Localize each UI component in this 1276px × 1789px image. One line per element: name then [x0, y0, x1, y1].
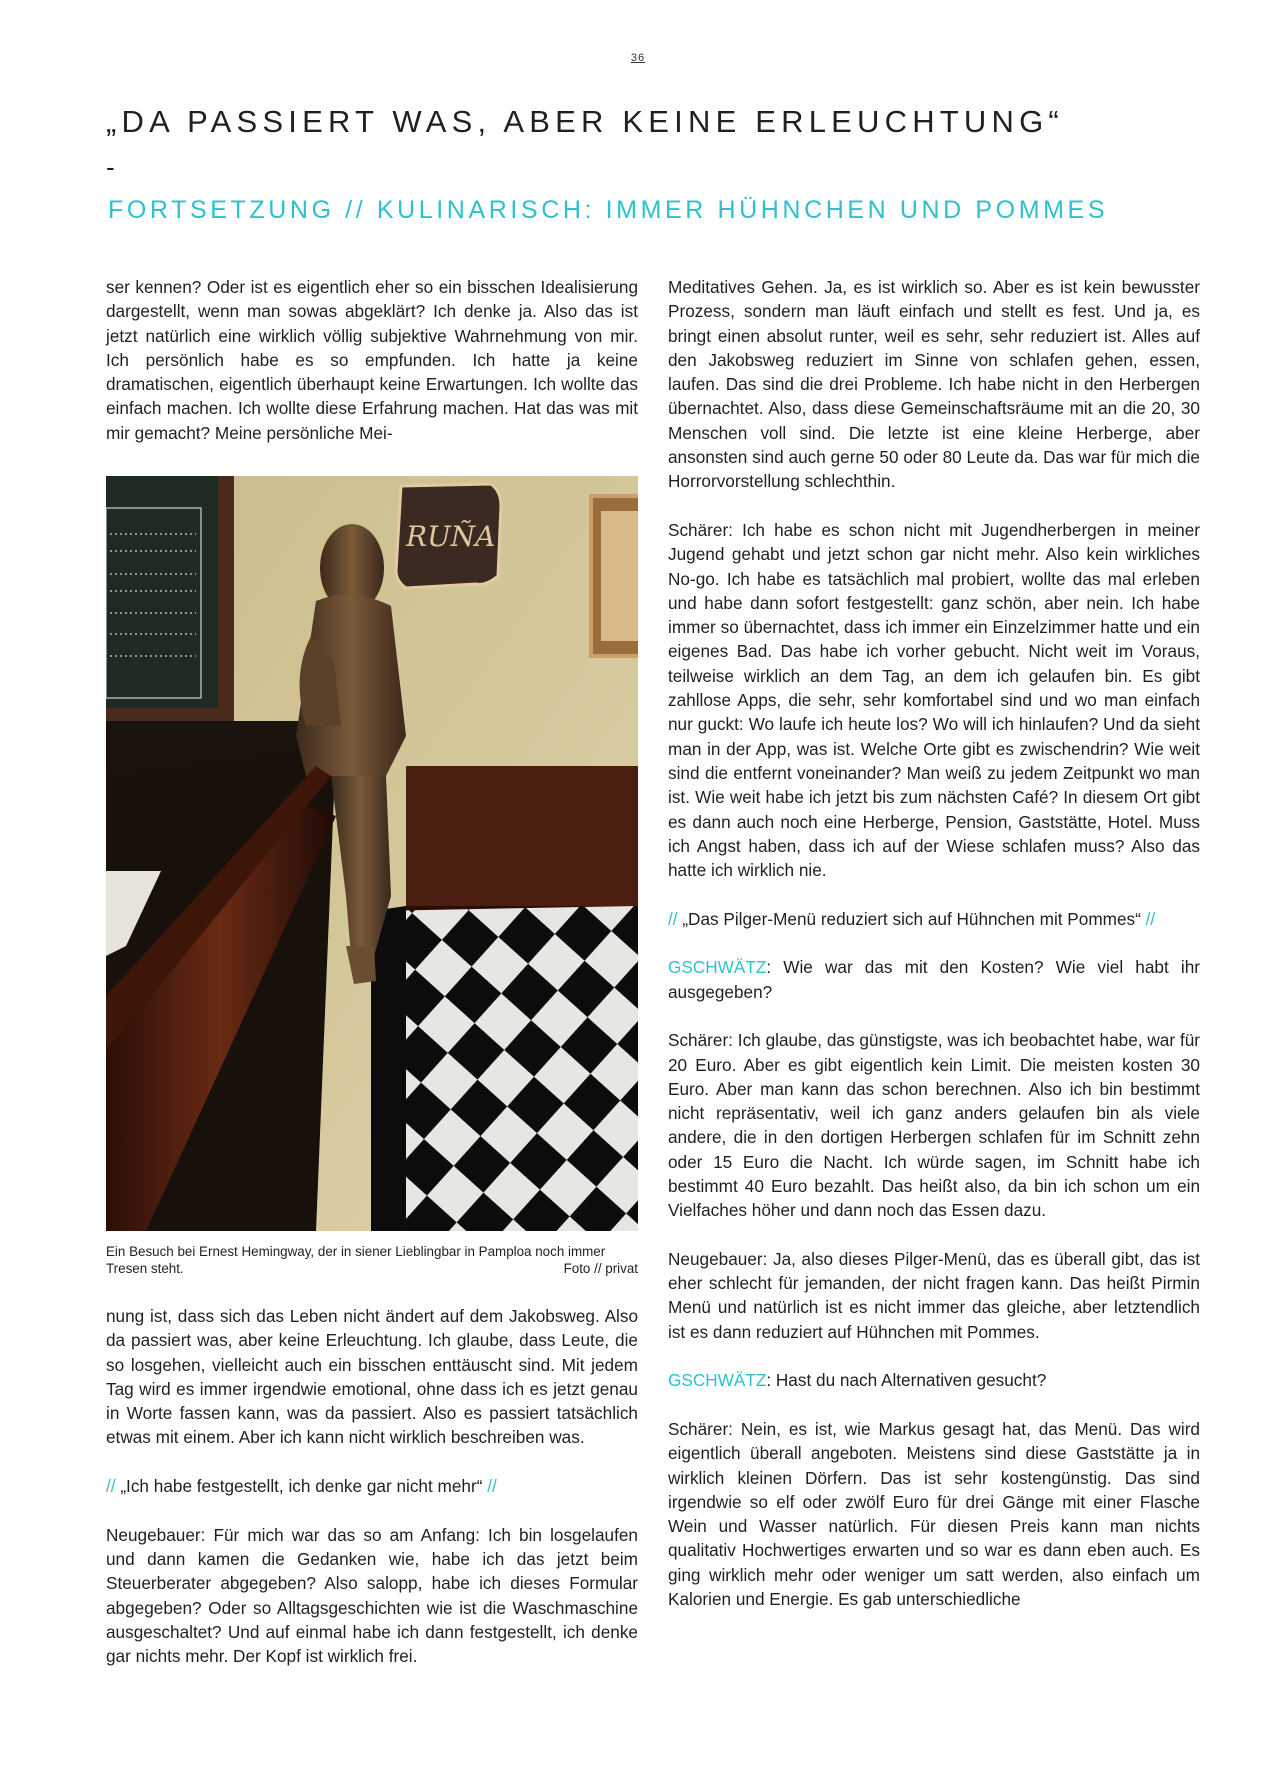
paragraph: ser kennen? Oder ist es eigentlich eher so ein bisschen Idealisierung dargestellt, wenn man sowas abgeklärt? Ich denke ja. Also das ist jetzt natürlich eine wirklich völlig subjektive Wahrnehmung von mir. Ich persönlich habe es so empfunden. Ich hatte ja keine dramatischen, eigentlich überhaupt keine Erwartungen. Ich wollte das einfach machen. Ich wollte diese Erfahrung machen. Hat das was mit mir gemacht? Meine persönliche Mei-	[106, 277, 638, 443]
article-subtitle: FORTSETZUNG // KULINARISCH: IMMER HÜHNCHEN UND POMMES	[108, 196, 1109, 224]
paragraph: Schärer: Nein, es ist, wie Markus gesagt hat, das Menü. Das wird eigentlich überall angeboten. Meistens sind diese Gaststätte ja in wirklich kleinen Dörfern. Das ist sehr kostengünstig. Das sind irgendwie so elf oder zwölf Euro für drei Gänge mit einer Flasche Wein und Wasser natürlich. Für diesen Preis kann man nichts qualitativ Hochwertiges erwarten und so war es dann eben auch. Es ging wirklich mehr oder weniger um satt werden, also einfach um Kalorien und Energie. Es gab unterschiedliche	[668, 1418, 1200, 1610]
page-number: 36	[630, 52, 646, 64]
speaker-label: GSCHWÄTZ	[668, 957, 767, 978]
paragraph: Meditatives Gehen. Ja, es ist wirklich so. Aber es ist kein bewusster Prozess, sondern man läuft einfach und stellt es fest. Und ja, es bringt einen absolut runter, weil es sehr, sehr reduziert ist. Alles auf den Jakobsweg reduziert im Sinne von schlafen gehen, essen, laufen. Das sind die drei Probleme. Ich habe nicht in den Herbergen übernachtet. Also, dass diese Gemeinschaftsräume mit an die 20, 30 Menschen voll sind. Die letzte ist eine kleine Herberge, aber ansonsten sind auch gerne 50 oder 80 Leute da. Das war für mich die Horrorvorstellung schlechthin.	[668, 277, 1200, 492]
pullquote-text: „Ich habe festgestellt, ich denke gar nicht mehr“	[115, 1476, 488, 1497]
checkered-floor	[371, 906, 638, 1231]
interview-question	[668, 1368, 1200, 1392]
pullquote-marker-open: //	[668, 908, 678, 929]
wood-panel	[406, 766, 638, 916]
left-column-bottom	[106, 1304, 638, 1668]
question-text: : Hast du nach Alternativen gesucht?	[766, 1370, 1047, 1391]
pullquote	[106, 1474, 638, 1498]
svg-text:RUÑA: RUÑA	[406, 520, 496, 553]
paragraph: nung ist, dass sich das Leben nicht ändert auf dem Jakobsweg. Also da passiert was, aber keine Erleuchtung. Ich glaube, dass Leute, die so losgehen, vielleicht auch ein bisschen enttäuscht sind. Mit jedem Tag wird es immer irgendwie emotional, ohne dass ich es jetzt genau in Worte fassen kann, was da passiert. Also es passiert tatsächlich etwas mit einem. Aber ich kann nicht wirklich beschreiben was.	[106, 1306, 638, 1448]
question-text: : Wie war das mit den Kosten? Wie viel habt ihr ausgegeben?	[668, 957, 1200, 1002]
caption-text: Ein Besuch bei Ernest Hemingway, der in siener Lieblingbar in Pamploa noch immer Tresen steht.	[106, 1244, 606, 1276]
pullquote-marker-close: //	[487, 1476, 497, 1497]
photo-illustration	[106, 476, 638, 1231]
paragraph: Neugebauer: Für mich war das so am Anfang: Ich bin losgelaufen und dann kamen die Gedanken wie, habe ich das jetzt beim Steuerberater abgegeben? Also salopp, habe ich dieses Formular abgegeben? Oder so Alltagsgeschichten wie ist die Waschmaschine ausgeschaltet? Und auf einmal habe ich dann festgestellt, ich denke gar nichts mehr. Der Kopf ist wirklich frei.	[106, 1524, 638, 1667]
pullquote-marker-close: //	[1145, 908, 1156, 929]
interview-question	[668, 955, 1200, 1004]
photo-caption	[106, 1243, 638, 1277]
paragraph: Neugebauer: Ja, also dieses Pilger-Menü, das es überall gibt, das ist eher schlecht für jemanden, der nicht fragen kann. Das heißt Pirmin Menü und natürlich ist es nicht immer das gleiche, aber letztendlich ist es dann reduziert auf Hühnchen mit Pommes.	[668, 1248, 1200, 1342]
pullquote	[668, 907, 1200, 931]
right-column	[668, 275, 1200, 1611]
pullquote-text: „Das Pilger-Menü reduziert sich auf Hühnchen mit Pommes“	[677, 908, 1146, 929]
photo-credit: Foto // privat	[563, 1261, 638, 1276]
pullquote-marker-open: //	[106, 1476, 116, 1497]
title-separator: -	[106, 152, 115, 182]
paragraph: Schärer: Ich habe es schon nicht mit Jugendherbergen in meiner Jugend gehabt und jetzt schon gar nicht mehr. Also kein wirkliches No-go. Ich habe es tatsächlich mal probiert, wollte das mal erleben und habe dann sofort festgestellt: ganz schön, aber nein. Ich habe immer so übernachtet, dass ich immer ein Einzelzimmer hatte und ein eigenes Bad. Das habe ich vorher gebucht. Nicht weit im Voraus, teilweise wirklich an dem Tag, an dem ich gelaufen bin. Es gibt zahllose Apps, die sehr, sehr komfortabel sind und wo man einfach nur guckt: Wo laufe ich heute los? Wo will ich hinlaufen? Und da sieht man in der App, was ist. Welche Orte gibt es zwischendrin? Wie weit sind die entfernt voneinander? Man weiß zu jedem Zeitpunkt wo man ist. Wie weit habe ich jetzt bis zum nächsten Café? In diesem Ort gibt es dann auch noch eine Herberge, Pension, Gaststätte, Hotel. Muss ich Angst haben, dass ich auf der Wiese schlafen muss? Also das hatte ich wirklich nie.	[668, 519, 1200, 881]
article-title: „DA PASSIERT WAS, ABER KEINE ERLEUCHTUNG“	[106, 104, 1064, 139]
speaker-label: GSCHWÄTZ	[668, 1370, 767, 1391]
left-column-top	[106, 275, 638, 445]
paragraph: Schärer: Ich glaube, das günstigste, was ich beobachtet habe, war für 20 Euro. Aber es gibt eigentlich kein Limit. Die meisten kosten 30 Euro. Aber man kann das schon berechnen. Also ich bin bestimmt nicht repräsentativ, weil ich ganz anders gelaufen bin als viele andere, die in den dortigen Herbergen schlafen für im Schnitt zehn oder 15 Euro die Nacht. Ich würde sagen, im Schnitt habe ich bestimmt 40 Euro bezahlt. Das heißt also, da bin ich schon um ein Vielfaches höher und dann noch das Essen dazu.	[668, 1030, 1200, 1221]
hemingway-photo	[106, 476, 638, 1231]
